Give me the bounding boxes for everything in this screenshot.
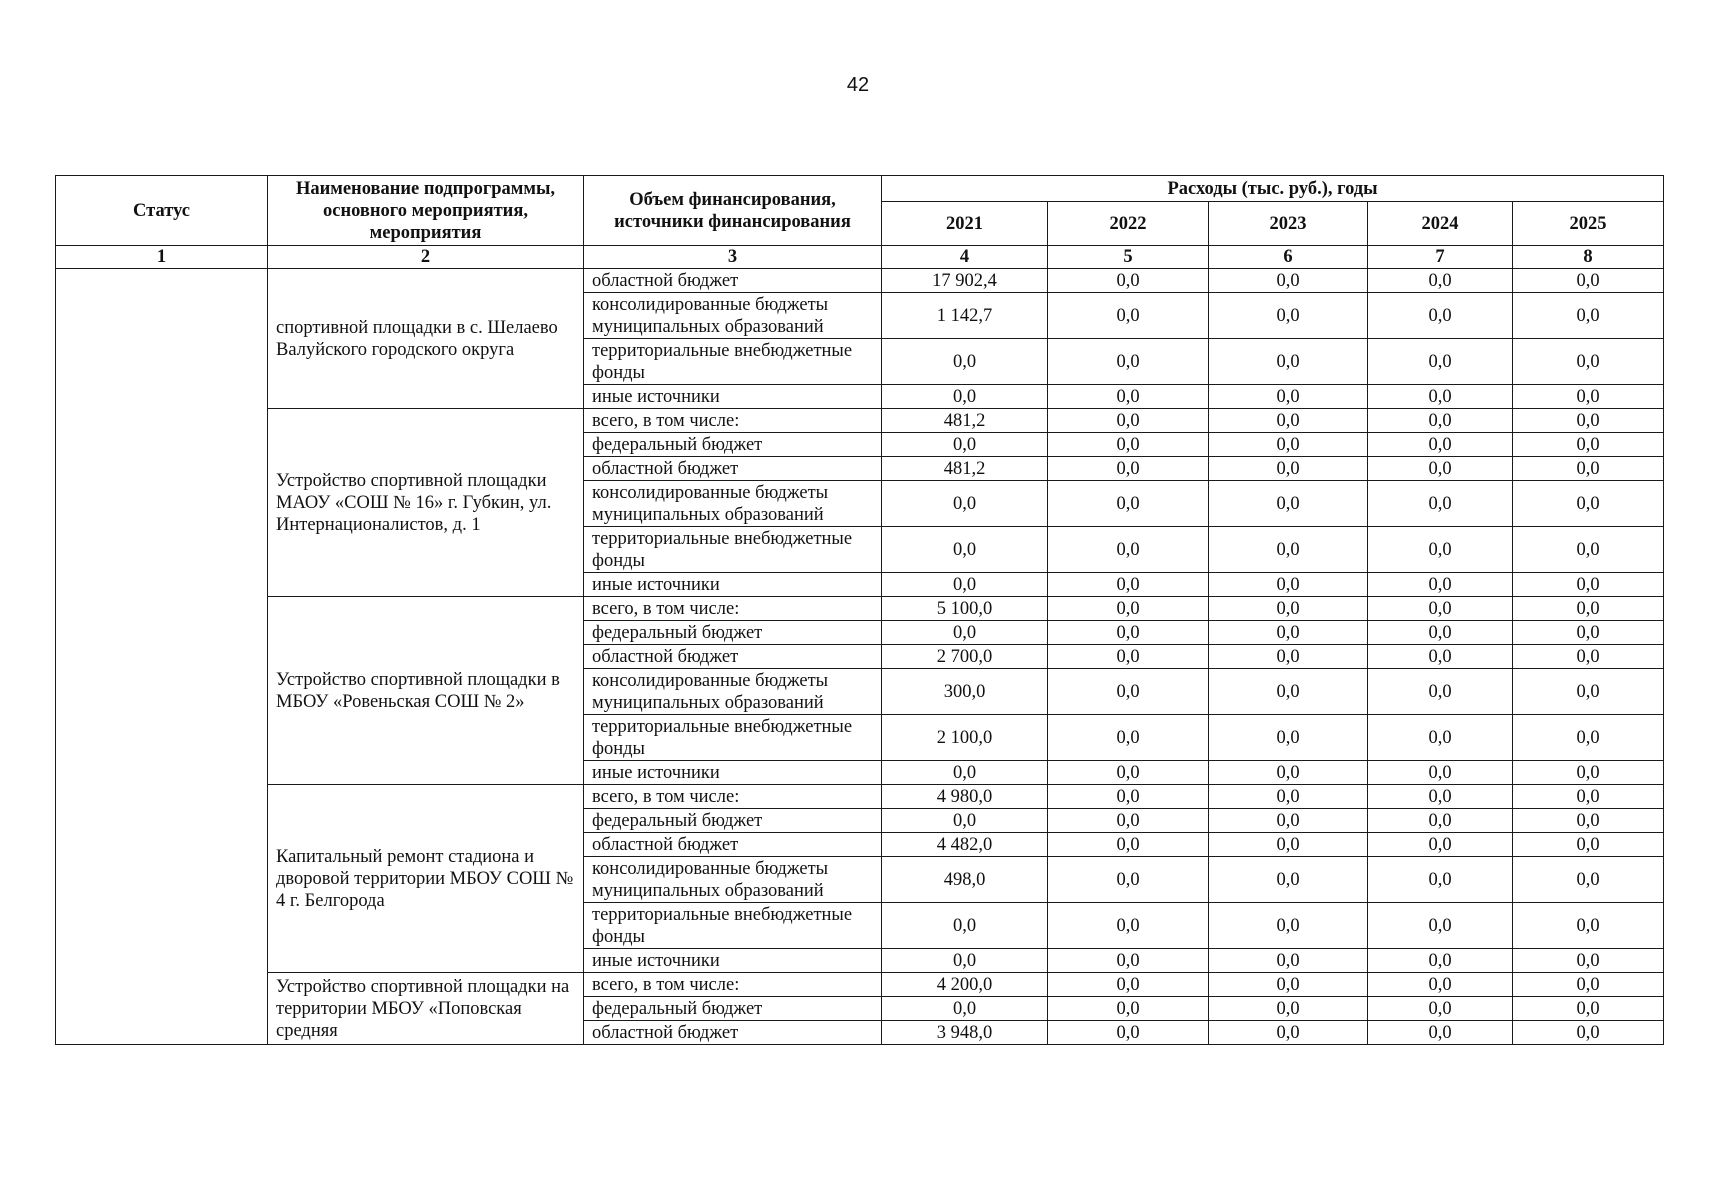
amount-cell: 0,0 <box>1513 621 1664 645</box>
table-row <box>56 597 1664 621</box>
funding-source-cell: федеральный бюджет <box>584 433 882 457</box>
amount-cell: 0,0 <box>1209 433 1368 457</box>
column-number-row <box>56 246 1664 269</box>
amount-cell: 0,0 <box>1209 293 1368 339</box>
funding-source-cell: территориальные внебюджетные фонды <box>584 715 882 761</box>
amount-cell: 0,0 <box>1513 857 1664 903</box>
amount-cell: 0,0 <box>1368 339 1513 385</box>
amount-cell: 0,0 <box>1048 269 1209 293</box>
amount-cell: 0,0 <box>882 385 1048 409</box>
header-volume: Объем финансирования, источники финансирования <box>584 176 882 246</box>
funding-source-cell: всего, в том числе: <box>584 785 882 809</box>
amount-cell: 0,0 <box>1209 761 1368 785</box>
header-name: Наименование подпрограммы, основного мероприятия, мероприятия <box>268 176 584 246</box>
amount-cell: 0,0 <box>882 573 1048 597</box>
amount-cell: 0,0 <box>882 949 1048 973</box>
funding-source-cell: всего, в том числе: <box>584 973 882 997</box>
amount-cell: 0,0 <box>1048 857 1209 903</box>
column-number: 4 <box>882 246 1048 269</box>
amount-cell: 0,0 <box>1209 949 1368 973</box>
amount-cell: 0,0 <box>1368 833 1513 857</box>
amount-cell: 0,0 <box>882 761 1048 785</box>
activity-name-cell: Капитальный ремонт стадиона и дворовой территории МБОУ СОШ № 4 г. Белгорода <box>268 785 584 973</box>
amount-cell: 0,0 <box>1048 715 1209 761</box>
amount-cell: 0,0 <box>1048 481 1209 527</box>
amount-cell: 0,0 <box>1048 949 1209 973</box>
funding-source-cell: областной бюджет <box>584 457 882 481</box>
amount-cell: 0,0 <box>1513 785 1664 809</box>
column-number: 5 <box>1048 246 1209 269</box>
amount-cell: 0,0 <box>1368 457 1513 481</box>
amount-cell: 0,0 <box>1048 761 1209 785</box>
amount-cell: 300,0 <box>882 669 1048 715</box>
amount-cell: 0,0 <box>1513 457 1664 481</box>
header-year: 2021 <box>882 202 1048 246</box>
funding-source-cell: федеральный бюджет <box>584 997 882 1021</box>
status-cell <box>56 269 268 1045</box>
funding-source-cell: консолидированные бюджеты муниципальных образований <box>584 669 882 715</box>
amount-cell: 0,0 <box>1048 973 1209 997</box>
amount-cell: 0,0 <box>1048 385 1209 409</box>
column-number: 3 <box>584 246 882 269</box>
column-number: 6 <box>1209 246 1368 269</box>
amount-cell: 0,0 <box>1209 669 1368 715</box>
amount-cell: 0,0 <box>1048 621 1209 645</box>
amount-cell: 0,0 <box>1513 269 1664 293</box>
amount-cell: 0,0 <box>1209 715 1368 761</box>
amount-cell: 0,0 <box>1513 833 1664 857</box>
amount-cell: 1 142,7 <box>882 293 1048 339</box>
amount-cell: 481,2 <box>882 409 1048 433</box>
amount-cell: 0,0 <box>1048 997 1209 1021</box>
amount-cell: 0,0 <box>1368 903 1513 949</box>
amount-cell: 0,0 <box>1368 973 1513 997</box>
amount-cell: 0,0 <box>1368 997 1513 1021</box>
amount-cell: 4 200,0 <box>882 973 1048 997</box>
amount-cell: 0,0 <box>1048 597 1209 621</box>
amount-cell: 0,0 <box>1513 573 1664 597</box>
header-year: 2023 <box>1209 202 1368 246</box>
activity-name-cell: спортивной площадки в с. Шелаево Валуйского городского округа <box>268 269 584 409</box>
amount-cell: 0,0 <box>1513 481 1664 527</box>
amount-cell: 0,0 <box>1048 433 1209 457</box>
amount-cell: 0,0 <box>1368 269 1513 293</box>
amount-cell: 0,0 <box>1513 997 1664 1021</box>
funding-source-cell: областной бюджет <box>584 269 882 293</box>
column-number: 8 <box>1513 246 1664 269</box>
amount-cell: 0,0 <box>1048 293 1209 339</box>
funding-source-cell: всего, в том числе: <box>584 597 882 621</box>
amount-cell: 0,0 <box>1209 973 1368 997</box>
funding-source-cell: территориальные внебюджетные фонды <box>584 903 882 949</box>
amount-cell: 0,0 <box>882 903 1048 949</box>
amount-cell: 0,0 <box>1513 903 1664 949</box>
amount-cell: 0,0 <box>1513 715 1664 761</box>
activity-name-cell: Устройство спортивной площадки на территории МБОУ «Поповская средняя <box>268 973 584 1045</box>
amount-cell: 0,0 <box>1513 527 1664 573</box>
amount-cell: 0,0 <box>882 433 1048 457</box>
amount-cell: 17 902,4 <box>882 269 1048 293</box>
amount-cell: 0,0 <box>1513 1021 1664 1045</box>
amount-cell: 2 100,0 <box>882 715 1048 761</box>
amount-cell: 0,0 <box>1209 527 1368 573</box>
amount-cell: 4 980,0 <box>882 785 1048 809</box>
amount-cell: 0,0 <box>1513 949 1664 973</box>
page-number: 42 <box>846 74 870 96</box>
amount-cell: 0,0 <box>1048 1021 1209 1045</box>
amount-cell: 0,0 <box>1209 457 1368 481</box>
amount-cell: 0,0 <box>1048 409 1209 433</box>
amount-cell: 481,2 <box>882 457 1048 481</box>
header-year: 2024 <box>1368 202 1513 246</box>
financing-table <box>55 175 1664 1045</box>
amount-cell: 0,0 <box>1368 949 1513 973</box>
amount-cell: 0,0 <box>882 481 1048 527</box>
amount-cell: 0,0 <box>1048 833 1209 857</box>
amount-cell: 0,0 <box>1368 785 1513 809</box>
amount-cell: 0,0 <box>882 997 1048 1021</box>
amount-cell: 0,0 <box>1368 385 1513 409</box>
table-header <box>56 176 1664 269</box>
amount-cell: 0,0 <box>1209 269 1368 293</box>
funding-source-cell: областной бюджет <box>584 833 882 857</box>
amount-cell: 0,0 <box>1048 669 1209 715</box>
amount-cell: 0,0 <box>1209 621 1368 645</box>
amount-cell: 0,0 <box>1209 597 1368 621</box>
amount-cell: 0,0 <box>1209 645 1368 669</box>
amount-cell: 0,0 <box>1209 481 1368 527</box>
amount-cell: 0,0 <box>1513 339 1664 385</box>
amount-cell: 0,0 <box>1048 573 1209 597</box>
amount-cell: 498,0 <box>882 857 1048 903</box>
amount-cell: 0,0 <box>1209 339 1368 385</box>
funding-source-cell: областной бюджет <box>584 1021 882 1045</box>
table-body <box>56 269 1664 1045</box>
amount-cell: 4 482,0 <box>882 833 1048 857</box>
amount-cell: 0,0 <box>1513 597 1664 621</box>
amount-cell: 0,0 <box>882 621 1048 645</box>
activity-name-cell: Устройство спортивной площадки МАОУ «СОШ № 16» г. Губкин, ул. Интернационалистов, д. 1 <box>268 409 584 597</box>
column-number: 7 <box>1368 246 1513 269</box>
header-year: 2025 <box>1513 202 1664 246</box>
amount-cell: 0,0 <box>1048 785 1209 809</box>
amount-cell: 0,0 <box>882 339 1048 385</box>
amount-cell: 0,0 <box>1209 573 1368 597</box>
amount-cell: 0,0 <box>1048 645 1209 669</box>
amount-cell: 0,0 <box>1513 293 1664 339</box>
funding-source-cell: иные источники <box>584 573 882 597</box>
amount-cell: 0,0 <box>1368 433 1513 457</box>
amount-cell: 5 100,0 <box>882 597 1048 621</box>
amount-cell: 0,0 <box>1368 527 1513 573</box>
amount-cell: 0,0 <box>1209 385 1368 409</box>
header-year: 2022 <box>1048 202 1209 246</box>
funding-source-cell: территориальные внебюджетные фонды <box>584 339 882 385</box>
amount-cell: 0,0 <box>1368 409 1513 433</box>
funding-source-cell: иные источники <box>584 385 882 409</box>
amount-cell: 0,0 <box>1513 761 1664 785</box>
amount-cell: 0,0 <box>1048 527 1209 573</box>
funding-source-cell: федеральный бюджет <box>584 621 882 645</box>
funding-source-cell: консолидированные бюджеты муниципальных образований <box>584 293 882 339</box>
amount-cell: 0,0 <box>1048 903 1209 949</box>
amount-cell: 0,0 <box>882 527 1048 573</box>
amount-cell: 0,0 <box>1368 645 1513 669</box>
funding-source-cell: территориальные внебюджетные фонды <box>584 527 882 573</box>
amount-cell: 0,0 <box>1368 669 1513 715</box>
table-row <box>56 409 1664 433</box>
column-number: 2 <box>268 246 584 269</box>
amount-cell: 3 948,0 <box>882 1021 1048 1045</box>
amount-cell: 0,0 <box>1513 385 1664 409</box>
amount-cell: 0,0 <box>882 809 1048 833</box>
table-row <box>56 973 1664 997</box>
header-status: Статус <box>56 176 268 246</box>
funding-source-cell: консолидированные бюджеты муниципальных образований <box>584 857 882 903</box>
funding-source-cell: консолидированные бюджеты муниципальных образований <box>584 481 882 527</box>
amount-cell: 0,0 <box>1368 293 1513 339</box>
amount-cell: 0,0 <box>1368 621 1513 645</box>
column-number: 1 <box>56 246 268 269</box>
amount-cell: 0,0 <box>1368 715 1513 761</box>
amount-cell: 0,0 <box>1048 339 1209 385</box>
amount-cell: 0,0 <box>1209 409 1368 433</box>
amount-cell: 0,0 <box>1513 973 1664 997</box>
header-expenses: Расходы (тыс. руб.), годы <box>882 176 1664 202</box>
amount-cell: 0,0 <box>1368 1021 1513 1045</box>
funding-source-cell: иные источники <box>584 761 882 785</box>
amount-cell: 0,0 <box>1209 1021 1368 1045</box>
activity-name-cell: Устройство спортивной площадки в МБОУ «Ровеньская СОШ № 2» <box>268 597 584 785</box>
amount-cell: 0,0 <box>1209 857 1368 903</box>
amount-cell: 0,0 <box>1513 433 1664 457</box>
amount-cell: 0,0 <box>1368 597 1513 621</box>
amount-cell: 2 700,0 <box>882 645 1048 669</box>
amount-cell: 0,0 <box>1048 809 1209 833</box>
amount-cell: 0,0 <box>1513 409 1664 433</box>
amount-cell: 0,0 <box>1209 903 1368 949</box>
table-row <box>56 269 1664 293</box>
amount-cell: 0,0 <box>1513 809 1664 833</box>
amount-cell: 0,0 <box>1209 997 1368 1021</box>
amount-cell: 0,0 <box>1368 809 1513 833</box>
amount-cell: 0,0 <box>1209 809 1368 833</box>
amount-cell: 0,0 <box>1368 857 1513 903</box>
amount-cell: 0,0 <box>1513 645 1664 669</box>
amount-cell: 0,0 <box>1513 669 1664 715</box>
amount-cell: 0,0 <box>1368 573 1513 597</box>
funding-source-cell: иные источники <box>584 949 882 973</box>
funding-source-cell: федеральный бюджет <box>584 809 882 833</box>
funding-source-cell: всего, в том числе: <box>584 409 882 433</box>
funding-source-cell: областной бюджет <box>584 645 882 669</box>
amount-cell: 0,0 <box>1209 833 1368 857</box>
amount-cell: 0,0 <box>1368 761 1513 785</box>
amount-cell: 0,0 <box>1048 457 1209 481</box>
table-row <box>56 785 1664 809</box>
amount-cell: 0,0 <box>1368 481 1513 527</box>
amount-cell: 0,0 <box>1209 785 1368 809</box>
